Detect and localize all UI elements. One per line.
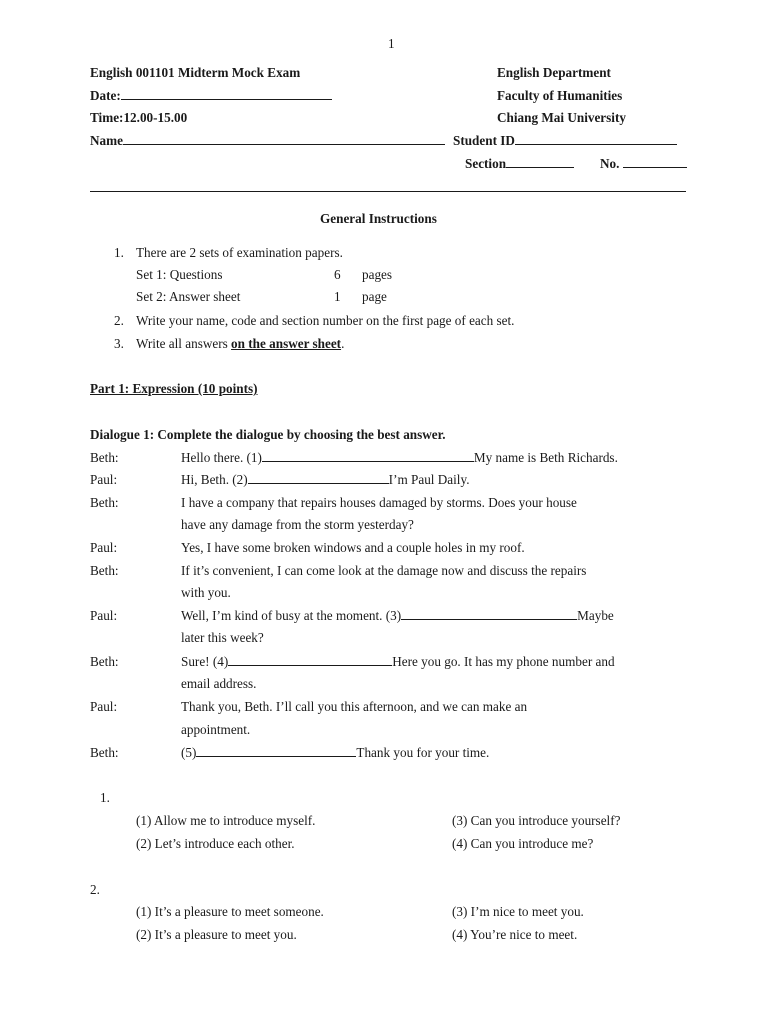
university: Chiang Mai University	[497, 110, 626, 125]
dialogue-speaker: Beth:	[90, 563, 119, 578]
dialogue-line	[181, 608, 614, 624]
dialogue-line	[181, 472, 470, 488]
question-number: 1.	[100, 790, 110, 805]
name-field[interactable]	[90, 133, 445, 149]
time-field	[90, 110, 187, 126]
time-label: Time:	[90, 110, 124, 125]
section-blank[interactable]	[506, 156, 574, 168]
no-label: No.	[600, 156, 620, 171]
dialogue-speaker: Paul:	[90, 472, 118, 487]
no-blank[interactable]	[623, 156, 687, 168]
answer-option[interactable]: (4) Can you introduce me?	[452, 836, 594, 851]
set-2-label: Set 2: Answer sheet	[136, 289, 241, 304]
answer-blank-4[interactable]	[228, 654, 392, 666]
instruction-3-number: 3.	[114, 336, 124, 351]
dialogue-text: Thank you, Beth. I’ll call you this afternoon, and we can make an	[181, 699, 528, 714]
dialogue-text: I have a company that repairs houses damaged by storms. Does your house	[181, 495, 577, 510]
department: English Department	[497, 65, 611, 80]
course-title: English 001101 Midterm Mock Exam	[90, 65, 301, 80]
answer-option[interactable]: (2) Let’s introduce each other.	[136, 836, 295, 851]
dialogue-continuation: later this week?	[181, 630, 264, 645]
page-number: 1	[388, 36, 395, 51]
answer-option[interactable]: (2) It’s a pleasure to meet you.	[136, 927, 297, 942]
instruction-2-text: Write your name, code and section number on the first page of each set.	[136, 313, 515, 328]
part-1-title: Part 1: Expression (10 points)	[90, 381, 258, 396]
dialogue-speaker: Paul:	[90, 699, 118, 714]
dialogue-speaker: Beth:	[90, 495, 119, 510]
dialogue-speaker: Beth:	[90, 654, 119, 669]
date-field[interactable]	[90, 88, 332, 104]
answer-blank-3[interactable]	[401, 608, 577, 620]
dialogue-speaker: Beth:	[90, 450, 119, 465]
student-id-label: Student ID	[453, 133, 515, 148]
set-2-unit: page	[362, 289, 387, 304]
answer-blank-2[interactable]	[248, 472, 389, 484]
dialogue-text: If it’s convenient, I can come look at the damage now and discuss the repairs	[181, 563, 587, 578]
dialogue-continuation: with you.	[181, 585, 231, 600]
student-id-blank[interactable]	[515, 133, 677, 145]
section-field[interactable]	[465, 156, 574, 172]
date-blank[interactable]	[121, 88, 332, 100]
date-label: Date:	[90, 88, 121, 103]
header-divider	[90, 191, 686, 192]
dialogue-speaker: Beth:	[90, 745, 119, 760]
instruction-1-text: There are 2 sets of examination papers.	[136, 245, 343, 260]
dialogue-text: Sure! (4)	[181, 654, 229, 669]
instruction-3-text-after: .	[341, 336, 345, 351]
student-id-field[interactable]	[453, 133, 677, 149]
instruction-3-text-before: Write all answers	[136, 336, 232, 351]
instruction-3-text	[136, 336, 344, 352]
dialogue-text: I’m Paul Daily.	[388, 472, 470, 487]
dialogue-line	[181, 745, 489, 761]
answer-option[interactable]: (3) Can you introduce yourself?	[452, 813, 621, 828]
name-blank[interactable]	[123, 133, 445, 145]
dialogue-text: Maybe	[577, 608, 614, 623]
set-1-label: Set 1: Questions	[136, 267, 223, 282]
dialogue-line	[181, 450, 618, 466]
dialogue-speaker: Paul:	[90, 608, 118, 623]
dialogue-continuation: email address.	[181, 676, 257, 691]
dialogue-continuation: have any damage from the storm yesterday?	[181, 517, 414, 532]
dialogue-text: Yes, I have some broken windows and a couple holes in my roof.	[181, 540, 525, 555]
dialogue-text: (5)	[181, 745, 197, 760]
dialogue-1-title: Dialogue 1: Complete the dialogue by choosing the best answer.	[90, 427, 446, 442]
answer-option[interactable]: (4) You’re nice to meet.	[452, 927, 578, 942]
dialogue-text: Hi, Beth. (2)	[181, 472, 248, 487]
dialogue-text: Here you go. It has my phone number and	[392, 654, 615, 669]
instruction-3-emphasis: on the answer sheet	[231, 336, 342, 351]
dialogue-text: Well, I’m kind of busy at the moment. (3)	[181, 608, 402, 623]
answer-option[interactable]: (3) I’m nice to meet you.	[452, 904, 584, 919]
answer-option[interactable]: (1) It’s a pleasure to meet someone.	[136, 904, 324, 919]
answer-blank-5[interactable]	[196, 745, 356, 757]
instruction-2-number: 2.	[114, 313, 124, 328]
question-number: 2.	[90, 882, 100, 897]
section-label: Section	[465, 156, 507, 171]
dialogue-line	[181, 654, 615, 670]
instructions-title: General Instructions	[320, 211, 437, 226]
time-value: 12.00-15.00	[123, 110, 188, 125]
answer-blank-1[interactable]	[262, 450, 474, 462]
set-2-count: 1	[334, 289, 341, 304]
dialogue-text: My name is Beth Richards.	[473, 450, 618, 465]
set-1-unit: pages	[362, 267, 393, 282]
no-field[interactable]	[600, 156, 687, 172]
answer-option[interactable]: (1) Allow me to introduce myself.	[136, 813, 316, 828]
dialogue-speaker: Paul:	[90, 540, 118, 555]
instruction-1-number: 1.	[114, 245, 124, 260]
name-label: Name	[90, 133, 123, 148]
dialogue-text: Hello there. (1)	[181, 450, 262, 465]
dialogue-text: Thank you for your time.	[356, 745, 490, 760]
set-1-count: 6	[334, 267, 341, 282]
dialogue-continuation: appointment.	[181, 722, 251, 737]
faculty: Faculty of Humanities	[497, 88, 623, 103]
